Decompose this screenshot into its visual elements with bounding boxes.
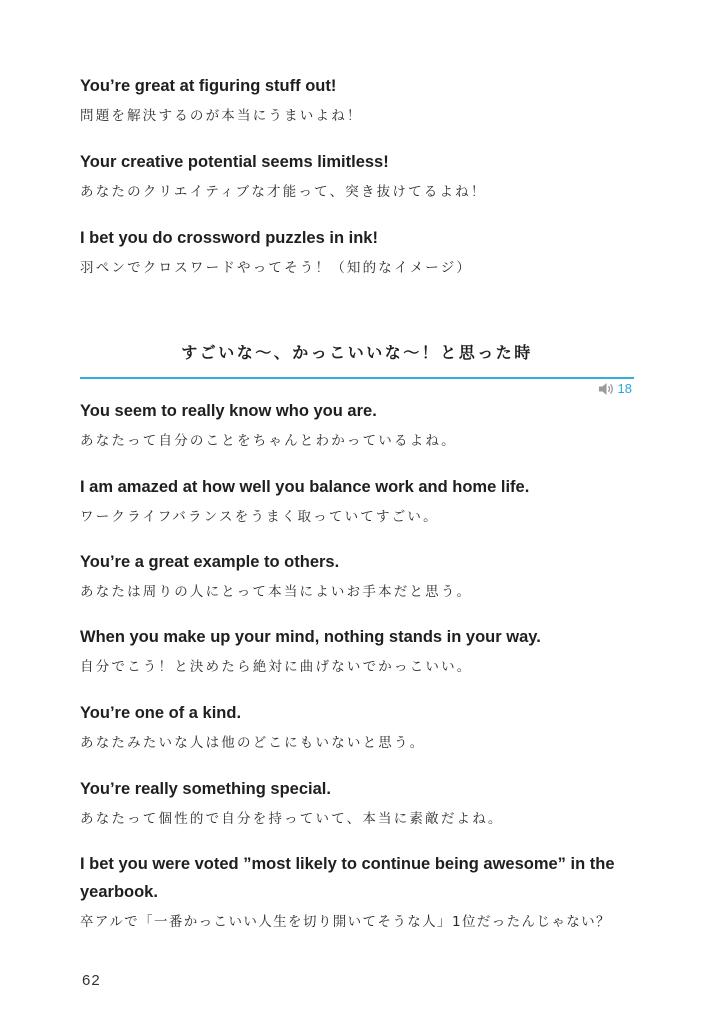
- english-phrase: When you make up your mind, nothing stands in your way.: [80, 628, 541, 646]
- japanese-translation: あなたって個性的で自分を持っていて、本当に素敵だよね。: [80, 811, 504, 827]
- english-phrase: You’re really something special.: [80, 780, 331, 798]
- phrase-entry: [80, 548, 650, 602]
- section-divider: [80, 377, 634, 379]
- japanese-translation: あなたのクリエイティブな才能って、突き抜けてるよね！: [80, 184, 487, 200]
- phrase-entry: [80, 397, 650, 451]
- english-phrase: I bet you were voted ”most likely to continue being awesome” in the yearbook.: [80, 855, 615, 901]
- phrase-entry: [80, 72, 650, 126]
- phrase-entry: [80, 775, 650, 829]
- audio-track-badge[interactable]: [598, 381, 632, 396]
- japanese-translation: 羽ペンでクロスワードやってそう！（知的なイメージ）: [80, 260, 473, 276]
- english-phrase: You’re a great example to others.: [80, 553, 340, 571]
- japanese-translation: あなたは周りの人にとって本当によいお手本だと思う。: [80, 584, 473, 600]
- phrase-entry: [80, 473, 650, 527]
- track-number: 18: [617, 381, 632, 396]
- english-phrase: I bet you do crossword puzzles in ink!: [80, 229, 378, 247]
- japanese-translation: ワークライフバランスをうまく取っていてすごい。: [80, 509, 439, 525]
- english-phrase: You’re one of a kind.: [80, 704, 242, 722]
- page-number: 62: [82, 972, 101, 989]
- japanese-translation: 卒アルで「一番かっこいい人生を切り開いてそうな人」1位だったんじゃない？: [80, 914, 611, 930]
- phrase-entry: [80, 148, 650, 202]
- phrase-entry: [80, 224, 650, 278]
- japanese-translation: あなたみたいな人は他のどこにもいないと思う。: [80, 735, 426, 751]
- speaker-icon: [598, 382, 616, 396]
- phrase-entry: [80, 699, 650, 753]
- english-phrase: I am amazed at how well you balance work and home life.: [80, 478, 530, 496]
- phrase-entry: [80, 850, 640, 932]
- japanese-translation: 問題を解決するのが本当にうまいよね！: [80, 108, 363, 124]
- japanese-translation: あなたって自分のことをちゃんとわかっているよね。: [80, 433, 457, 449]
- phrase-entry: [80, 623, 650, 677]
- english-phrase: Your creative potential seems limitless!: [80, 153, 389, 171]
- section-title: すごいな〜、かっこいいな〜！と思った時: [181, 343, 533, 362]
- english-phrase: You seem to really know who you are.: [80, 402, 377, 420]
- japanese-translation: 自分でこう！と決めたら絶対に曲げないでかっこいい。: [80, 659, 473, 675]
- english-phrase: You’re great at figuring stuff out!: [80, 77, 337, 95]
